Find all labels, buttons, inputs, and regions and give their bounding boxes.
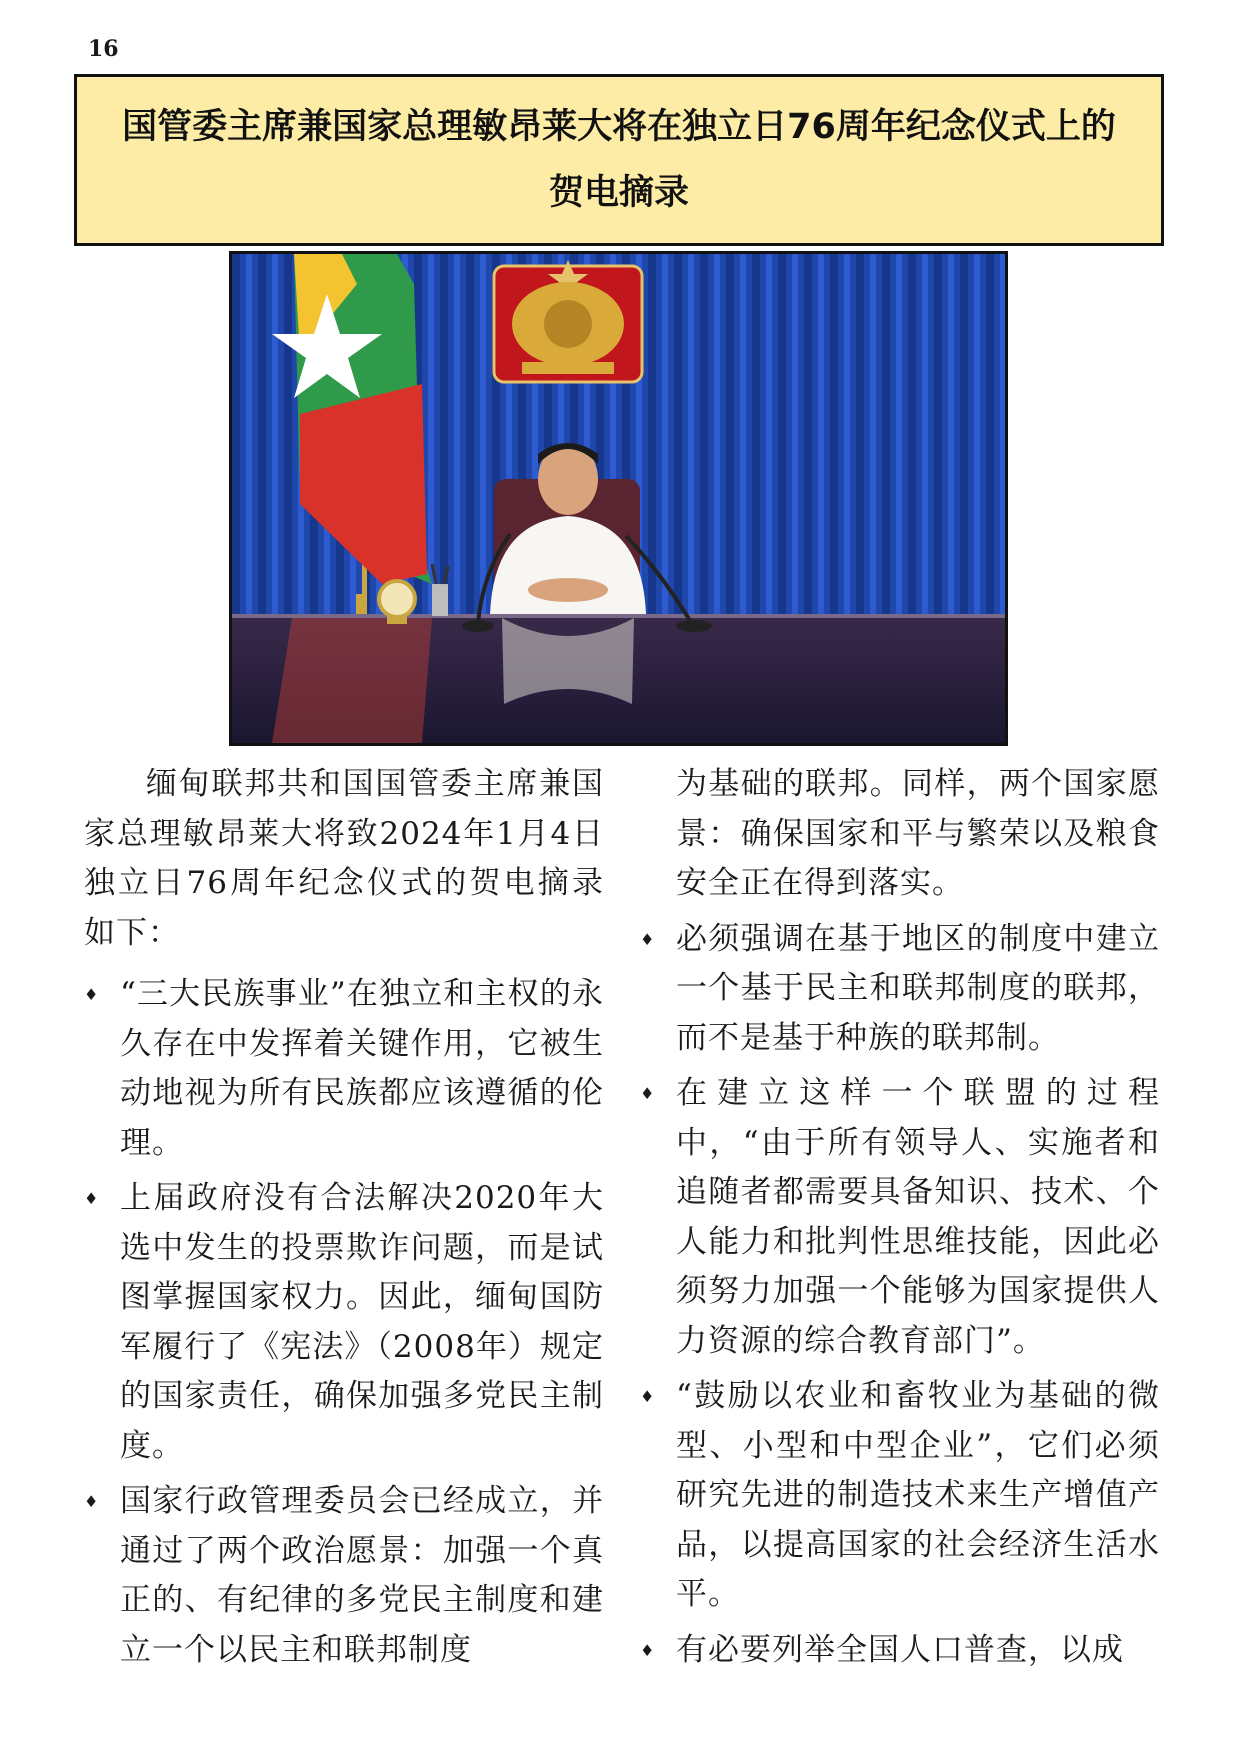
bullet-text: 在建立这样一个联盟的过程中，“由于所有领导人、实施者和追随者都需要具备知识、技术、个人能力和批判性思维技能，因此必须努力加强一个能够为国家提供人力资源的综合教育部门”。 <box>676 1075 1160 1359</box>
right-column <box>640 760 1160 1675</box>
bullet-diamond-icon: ♦ <box>640 1387 656 1406</box>
left-column <box>84 760 604 1675</box>
bullet-item <box>84 970 604 1168</box>
bullet-diamond-icon: ♦ <box>640 1084 656 1103</box>
title-banner <box>74 74 1164 246</box>
bullet-text: 国家行政管理委员会已经成立，并通过了两个政治愿景：加强一个真正的、有纪律的多党民主制度和建立一个以民主和联邦制度 <box>120 1483 604 1668</box>
continued-text: 为基础的联邦。同样，两个国家愿景：确保国家和平与繁荣以及粮食安全正在得到落实。 <box>676 766 1160 901</box>
title-line-2: 贺电摘录 <box>548 173 689 213</box>
bullet-text: 上届政府没有合法解决2020年大选中发生的投票欺诈问题，而是试图掌握国家权力。因此，缅甸国防军履行了《宪法》（2008年）规定的国家责任，确保加强多党民主制度。 <box>120 1180 604 1464</box>
bullet-text: “鼓励以农业和畜牧业为基础的微型、小型和中型企业”，它们必须研究先进的制造技术来生产增值产品，以提高国家的社会经济生活水平。 <box>676 1378 1160 1612</box>
page-number: 16 <box>88 36 119 62</box>
intro-paragraph: 缅甸联邦共和国国管委主席兼国家总理敏昂莱大将致2024年1月4日独立日76周年纪念仪式的贺电摘录如下： <box>84 766 604 951</box>
bullet-item <box>84 1174 604 1471</box>
bullet-text: 有必要列举全国人口普查，以成 <box>676 1631 1124 1668</box>
photo-illustration <box>232 254 1005 743</box>
bullet-diamond-icon: ♦ <box>84 985 100 1004</box>
bullet-item <box>640 1069 1160 1366</box>
bullet-diamond-icon: ♦ <box>640 929 656 949</box>
title-line-1: 国管委主席兼国家总理敏昂莱大将在独立日76周年纪念仪式上的 <box>122 107 1116 147</box>
bullet-item <box>640 1372 1160 1620</box>
bullet-text: 必须强调在基于地区的制度中建立一个基于民主和联邦制度的联邦，而不是基于种族的联邦制。 <box>676 920 1160 1056</box>
bullet-item <box>640 915 1160 1064</box>
bullet-diamond-icon: ♦ <box>84 1189 100 1208</box>
bullet-diamond-icon: ♦ <box>640 1640 656 1660</box>
bullet-diamond-icon: ♦ <box>84 1492 100 1511</box>
bullet-text: “三大民族事业”在独立和主权的永久存在中发挥着关键作用，它被生动地视为所有民族都应该遵循的伦理。 <box>120 976 604 1161</box>
photo <box>229 251 1008 746</box>
state-emblem <box>494 260 642 382</box>
bullet-item <box>84 1477 604 1675</box>
bullet-item <box>640 1626 1160 1676</box>
